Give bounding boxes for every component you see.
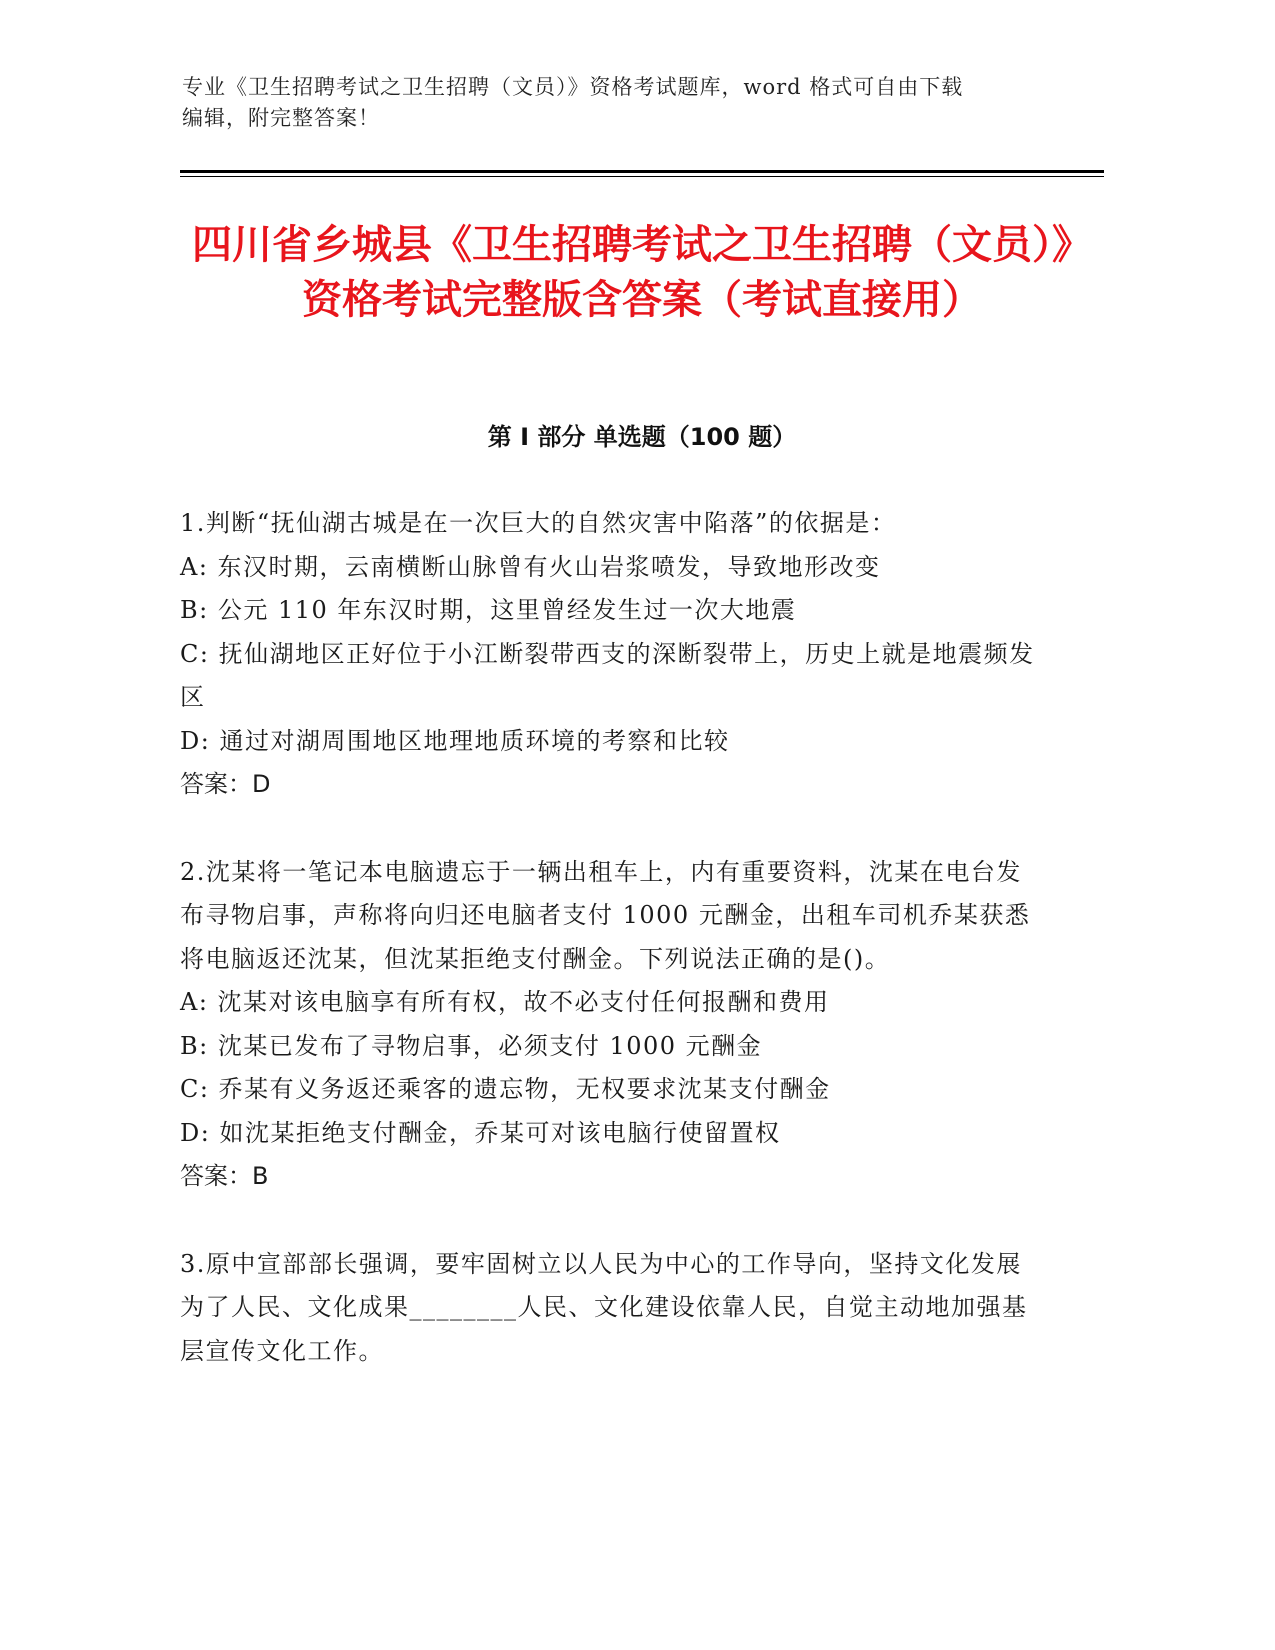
option-c: C: 抚仙湖地区正好位于小江断裂带西支的深断裂带上，历史上就是地震频发区 [180,639,1035,711]
header-note-line-1: 专业《卫生招聘考试之卫生招聘（文员）》资格考试题库，word 格式可自由下载 [182,75,964,99]
question-list [180,502,1040,1417]
answer: 答案：B [180,1162,269,1190]
question-1 [180,502,1040,807]
option-d: D: 如沈某拒绝支付酬金，乔某可对该电脑行使留置权 [180,1118,781,1147]
question-stem: 2.沈某将一笔记本电脑遗忘于一辆出租车上，内有重要资料，沈某在电台发布寻物启事，声称将向归还电脑者支付 1000 元酬金，出租车司机乔某获悉将电脑返还沈某，但沈某拒绝支付酬金。下列说法正确的是()。 [180,857,1031,973]
option-d: D: 通过对湖周围地区地理地质环境的考察和比较 [180,726,730,755]
header-note [182,72,1042,134]
option-a: A: 东汉时期，云南横断山脉曾有火山岩浆喷发，导致地形改变 [180,552,881,581]
header-note-line-2: 编辑，附完整答案！ [182,106,380,130]
document-title: 四川省乡城县《卫生招聘考试之卫生招聘（文员）》资格考试完整版含答案（考试直接用） [192,222,1092,323]
question-3 [180,1243,1040,1374]
option-b: B: 沈某已发布了寻物启事，必须支付 1000 元酬金 [180,1031,763,1060]
option-b: B: 公元 110 年东汉时期，这里曾经发生过一次大地震 [180,596,797,624]
option-c: C: 乔某有义务返还乘客的遗忘物，无权要求沈某支付酬金 [180,1075,831,1103]
question-stem: 1.判断“抚仙湖古城是在一次巨大的自然灾害中陷落”的依据是： [180,509,897,537]
section-title: 第 I 部分 单选题（100 题） [487,423,797,451]
header-divider-thick [180,170,1104,173]
option-a: A: 沈某对该电脑享有所有权，故不必支付任何报酬和费用 [180,988,830,1016]
header-divider-thin [180,176,1104,177]
question-2 [180,851,1040,1199]
question-stem: 3.原中宣部部长强调，要牢固树立以人民为中心的工作导向，坚持文化发展为了人民、文化成果________人民、文化建设依靠人民，自觉主动地加强基层宣传文化工作。 [180,1249,1028,1365]
answer: 答案：D [180,770,271,798]
